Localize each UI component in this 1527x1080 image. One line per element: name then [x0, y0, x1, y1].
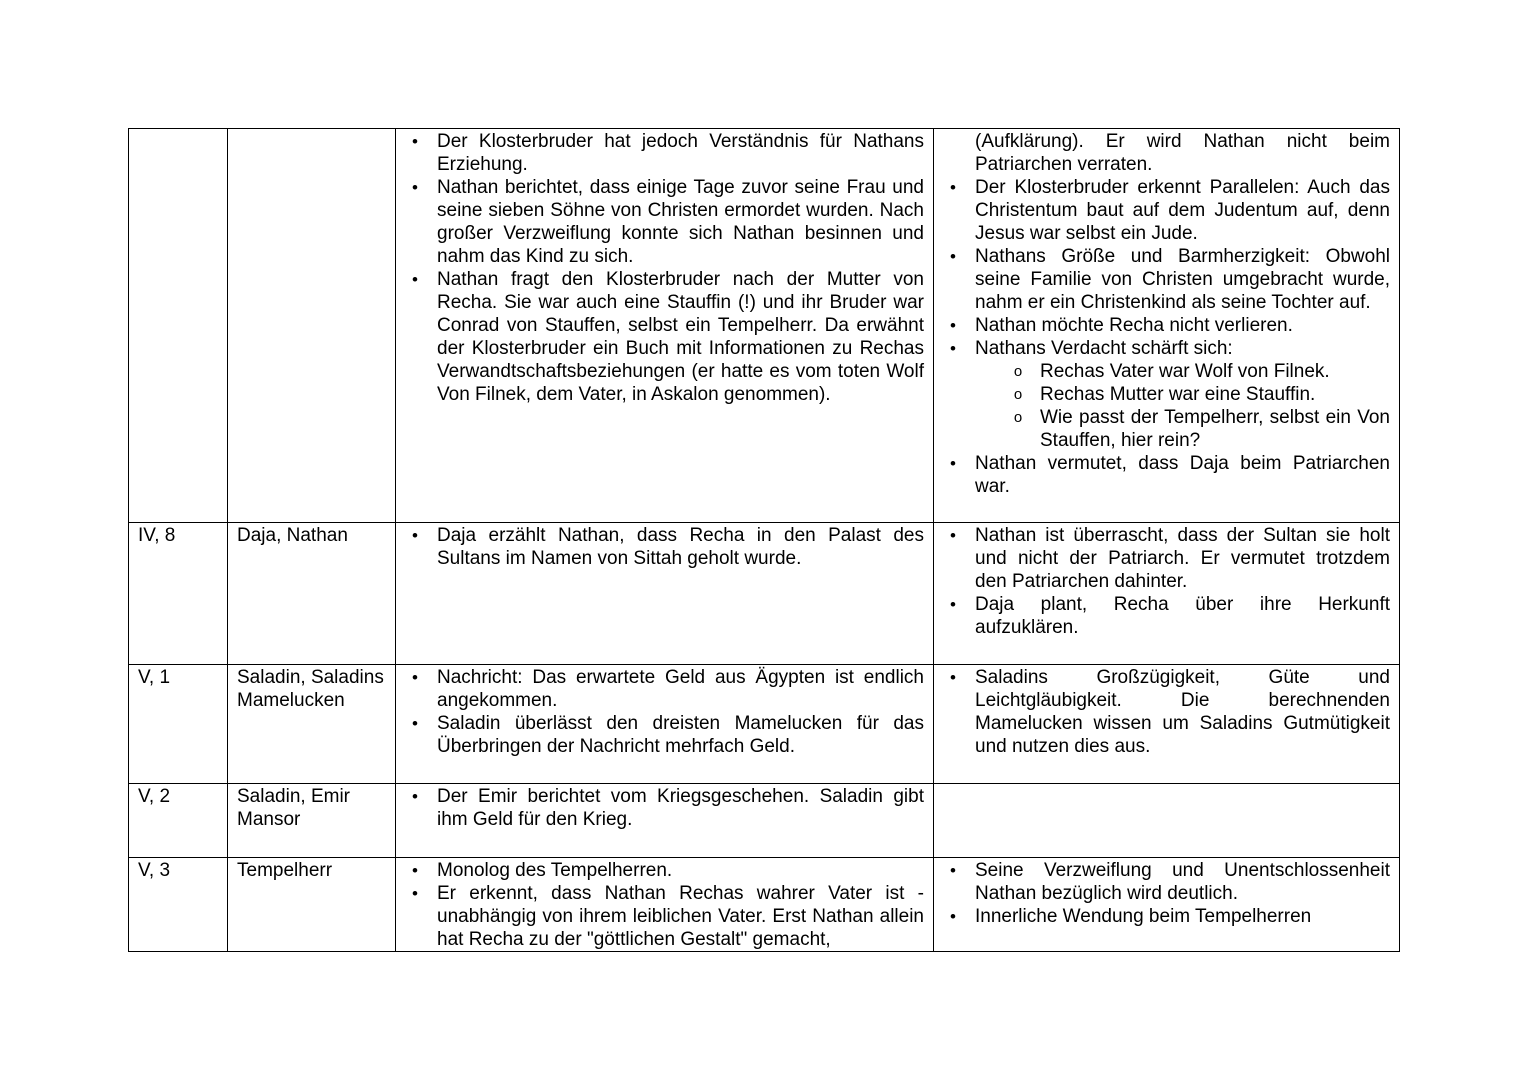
- analysis-cell: [934, 523, 1400, 665]
- list-item-label: Nathans Verdacht schärft sich:: [975, 338, 1233, 359]
- scene-label: IV, 8: [138, 525, 176, 546]
- analysis-cell: [934, 784, 1400, 858]
- analysis-cell: [934, 858, 1400, 952]
- analysis-list: [943, 524, 1390, 639]
- analysis-list: [943, 666, 1390, 758]
- characters-label: Saladin, Emir Mansor: [237, 786, 350, 830]
- content-list: [405, 859, 924, 951]
- list-item: • Monolog des Tempelherren.: [437, 859, 924, 882]
- characters-cell: [228, 858, 396, 952]
- list-item: • Der Emir berichtet vom Kriegsgeschehen. Saladin gibt ihm Geld für den Krieg.: [437, 785, 924, 831]
- scene-cell: [129, 858, 228, 952]
- list-item: • Nachricht: Das erwartete Geld aus Ägypten ist endlich angekommen.: [437, 666, 924, 712]
- sub-list-item: o Rechas Mutter war eine Stauffin.: [1040, 383, 1390, 406]
- scene-cell: [129, 665, 228, 784]
- characters-cell: [228, 129, 396, 523]
- sub-list-item: o Rechas Vater war Wolf von Filnek.: [1040, 360, 1390, 383]
- scene-analysis-table: [128, 128, 1400, 952]
- list-item: • Nathan möchte Recha nicht verlieren.: [975, 314, 1390, 337]
- analysis-cell: [934, 665, 1400, 784]
- list-item: • Innerliche Wendung beim Tempelherren: [975, 905, 1390, 928]
- content-list: [405, 785, 924, 831]
- characters-label: Saladin, Saladins Mamelucken: [237, 667, 384, 711]
- analysis-list: [943, 130, 1390, 498]
- content-list: [405, 524, 924, 570]
- list-item: • Der Klosterbruder erkennt Parallelen: Auch das Christentum baut auf dem Judentum auf, denn Jesus war selbst ein Jude.: [975, 176, 1390, 245]
- table-row: [129, 129, 1400, 523]
- table-body: [129, 129, 1400, 952]
- content-cell: [396, 523, 934, 665]
- list-item: • Daja erzählt Nathan, dass Recha in den Palast des Sultans im Namen von Sittah geholt wurde.: [437, 524, 924, 570]
- scene-label: V, 3: [138, 860, 171, 881]
- characters-label: Tempelherr: [237, 860, 333, 881]
- scene-cell: [129, 129, 228, 523]
- characters-cell: [228, 523, 396, 665]
- list-item: • Nathan ist überrascht, dass der Sultan sie holt und nicht der Patriarch. Er vermutet trotzdem den Patriarchen dahinter.: [975, 524, 1390, 593]
- table-row: [129, 523, 1400, 665]
- sub-list-item: o Wie passt der Tempelherr, selbst ein Von Stauffen, hier rein?: [1040, 406, 1390, 452]
- analysis-cell: [934, 129, 1400, 523]
- analysis-list: [943, 859, 1390, 928]
- table-row: [129, 784, 1400, 858]
- characters-cell: [228, 784, 396, 858]
- list-item: [975, 337, 1390, 452]
- list-item: (Aufklärung). Er wird Nathan nicht beim Patriarchen verraten.: [975, 131, 1390, 175]
- list-item: • Er erkennt, dass Nathan Rechas wahrer Vater ist - unabhängig von ihrem leiblichen Vater. Erst Nathan allein hat Recha zu der "göttlichen Gestalt" gemacht,: [437, 882, 924, 951]
- list-item: • Nathan berichtet, dass einige Tage zuvor seine Frau und seine sieben Söhne von Christen ermordet wurden. Nach großer Verzweiflung konnte sich Nathan besinnen und nahm das Kind zu sich.: [437, 176, 924, 268]
- sub-list: [975, 360, 1390, 452]
- scene-label: V, 1: [138, 667, 171, 688]
- list-item: • Nathan fragt den Klosterbruder nach der Mutter von Recha. Sie war auch eine Stauffin (!) und ihr Bruder war Conrad von Stauffen, selbst ein Tempelherr. Da erwähnt der Klosterbruder ein Buch mit Informationen zu Rechas Verwandtschaftsbeziehungen (er hatte es vom toten Wolf Von Filnek, dem Vater, in Askalon genommen).: [437, 268, 924, 406]
- table-row: [129, 665, 1400, 784]
- list-item: • Saladin überlässt den dreisten Mamelucken für das Überbringen der Nachricht mehrfach Geld.: [437, 712, 924, 758]
- content-list: [405, 130, 924, 406]
- scene-cell: [129, 523, 228, 665]
- list-item: • Nathans Größe und Barmherzigkeit: Obwohl seine Familie von Christen umgebracht wurde, nahm er ein Christenkind als seine Tochter auf.: [975, 245, 1390, 314]
- content-cell: [396, 858, 934, 952]
- list-item: • Der Klosterbruder hat jedoch Verständnis für Nathans Erziehung.: [437, 130, 924, 176]
- scene-cell: [129, 784, 228, 858]
- table-row: [129, 858, 1400, 952]
- characters-cell: [228, 665, 396, 784]
- list-item: • Seine Verzweiflung und Unentschlossenheit Nathan bezüglich wird deutlich.: [975, 859, 1390, 905]
- list-item: • Saladins Großzügigkeit, Güte und Leichtgläubigkeit. Die berechnenden Mamelucken wissen um Saladins Gutmütigkeit und nutzen dies aus.: [975, 666, 1390, 758]
- content-cell: [396, 129, 934, 523]
- content-cell: [396, 665, 934, 784]
- scene-label: V, 2: [138, 786, 171, 807]
- list-item: • Nathan vermutet, dass Daja beim Patriarchen war.: [975, 452, 1390, 498]
- content-cell: [396, 784, 934, 858]
- content-list: [405, 666, 924, 758]
- characters-label: Daja, Nathan: [237, 525, 348, 546]
- list-item: • Daja plant, Recha über ihre Herkunft aufzuklären.: [975, 593, 1390, 639]
